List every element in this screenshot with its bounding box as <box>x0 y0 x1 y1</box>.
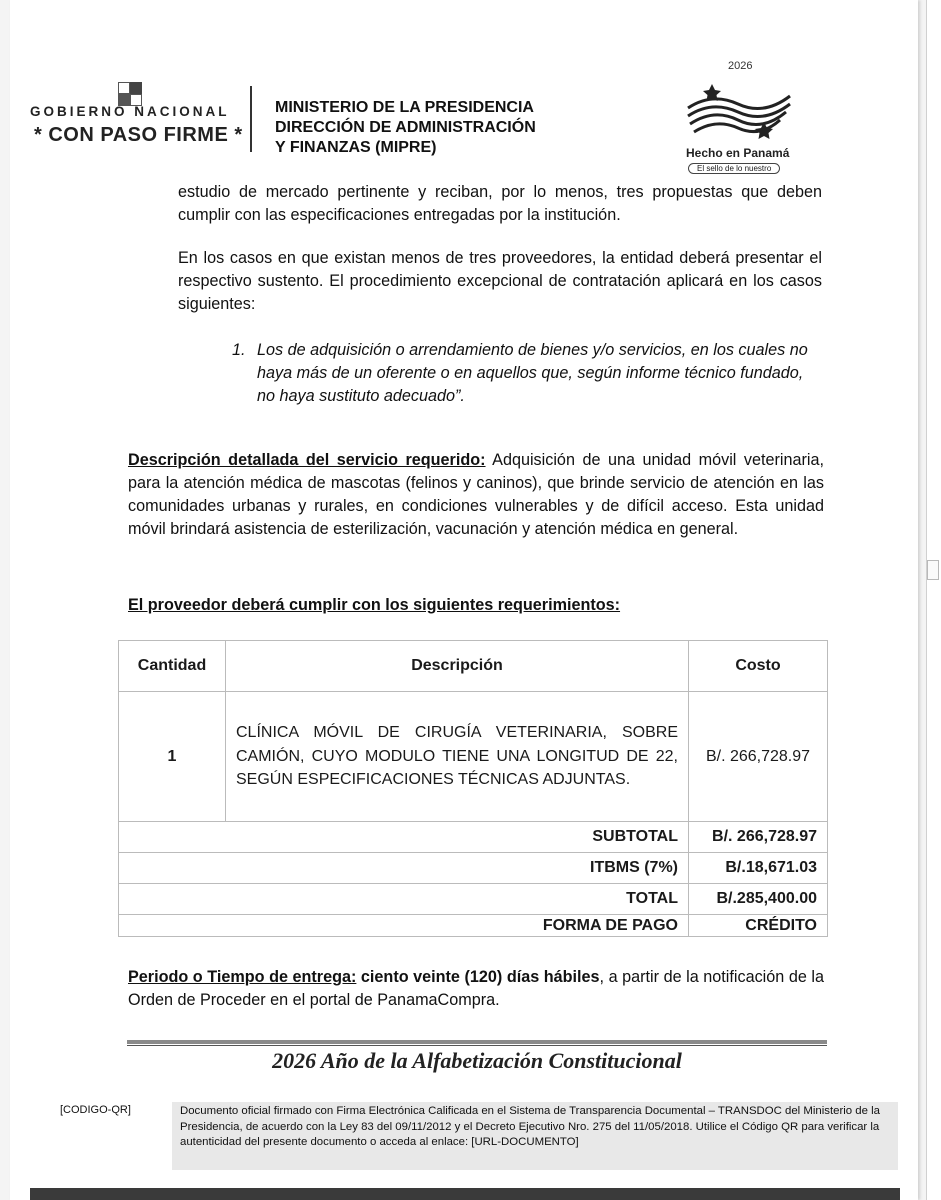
logo-text: Hecho en Panamá <box>686 146 790 160</box>
total-value: B/.285,400.00 <box>689 884 828 915</box>
delivery-period <box>128 966 824 1012</box>
requirements-heading: El proveedor deberá cumplir con los siguientes requerimientos: <box>128 596 621 614</box>
delivery-rest: , a partir de la notificación de la Orden de Proceder en el portal de PanamaCompra. <box>128 968 824 1009</box>
cell-cantidad: 1 <box>119 692 226 822</box>
delivery-label: Periodo o Tiempo de entrega: <box>128 968 357 986</box>
quote-text: Los de adquisición o arrendamiento de bienes y/o servicios, en los cuales no haya más de un oferente o en aquellos que, según informe técnico fundado, no haya sustituto adecuado”. <box>257 341 808 405</box>
service-description <box>128 449 824 541</box>
footer-divider <box>127 1040 827 1044</box>
payment-label: FORMA DE PAGO <box>119 915 689 937</box>
header-divider <box>250 86 252 152</box>
quoted-item <box>232 339 820 408</box>
ministry-line-1: MINISTERIO DE LA PRESIDENCIA <box>275 99 534 116</box>
table-header-row <box>119 641 828 692</box>
quote-number: 1. <box>232 341 246 359</box>
paragraph-1: estudio de mercado pertinente y reciban, por lo menos, tres propuestas que deben cumplir con las especificaciones entregadas por la institución. <box>178 183 822 224</box>
cell-descripcion: CLÍNICA MÓVIL DE CIRUGÍA VETERINARIA, SOBRE CAMIÓN, CUYO MODULO TIENE UNA LONGITUD DE 22, SEGÚN ESPECIFICACIONES TÉCNICAS ADJUNTAS. <box>226 692 689 822</box>
flag-waves-icon <box>682 78 796 144</box>
subtotal-row <box>119 822 828 853</box>
itbms-label: ITBMS (7%) <box>119 853 689 884</box>
hecho-en-panama-logo <box>678 60 800 180</box>
logo-line-1: GOBIERNO NACIONAL <box>30 104 230 119</box>
payment-value: CRÉDITO <box>689 915 828 937</box>
subtotal-label: SUBTOTAL <box>119 822 689 853</box>
qr-code-placeholder: [CODIGO-QR] <box>60 1104 131 1116</box>
col-header-cantidad: Cantidad <box>119 641 226 692</box>
delivery-days: ciento veinte (120) días hábiles <box>356 968 600 986</box>
logo-tagline: El sello de lo nuestro <box>688 163 780 174</box>
right-scrollbar[interactable] <box>926 0 941 1200</box>
ministry-line-3: Y FINANZAS (MIPRE) <box>275 139 437 156</box>
document-page <box>10 0 918 1200</box>
total-row <box>119 884 828 915</box>
logo-year: 2026 <box>728 60 753 72</box>
service-description-label: Descripción detallada del servicio requerido: <box>128 451 486 469</box>
total-label: TOTAL <box>119 884 689 915</box>
cell-costo: B/. 266,728.97 <box>689 692 828 822</box>
logo-line-2: * CON PASO FIRME * <box>34 124 243 146</box>
payment-row <box>119 915 828 937</box>
year-motto: 2026 Año de la Alfabetización Constitucional <box>272 1048 682 1073</box>
requirements-table <box>118 640 828 937</box>
col-header-descripcion: Descripción <box>226 641 689 692</box>
service-description-text: Adquisición de una unidad móvil veterinaria, para la atención médica de mascotas (felinos y caninos), que brinde servicio de atención en las comunidades urbanas y rurales, en condiciones vulnerables y de difícil acceso. Esta unidad móvil brindará asistencia de esterilización, vacunación y atención médica en general. <box>128 451 824 538</box>
subtotal-value: B/. 266,728.97 <box>689 822 828 853</box>
panama-flag-icon <box>118 82 142 106</box>
gobierno-nacional-logo <box>22 82 250 152</box>
legal-notice: Documento oficial firmado con Firma Electrónica Calificada en el Sistema de Transparencia Documental – TRANSDOC del Ministerio de la Presidencia, de acuerdo con la Ley 83 del 09/11/2012 y el Decreto Ejecutivo Nro. 275 del 11/05/2018. Utilice el Código QR para verificar la autenticidad del presente documento o acceda al enlace: [URL-DOCUMENTO] <box>172 1102 898 1170</box>
col-header-costo: Costo <box>689 641 828 692</box>
bottom-bar <box>30 1188 900 1200</box>
itbms-row <box>119 853 828 884</box>
table-row <box>119 692 828 822</box>
itbms-value: B/.18,671.03 <box>689 853 828 884</box>
paragraph-2: En los casos en que existan menos de tres proveedores, la entidad deberá presentar el respectivo sustento. El procedimiento excepcional de contratación aplicará en los casos siguientes: <box>178 249 822 313</box>
scroll-thumb[interactable] <box>927 560 939 580</box>
footer-divider-thin <box>127 1045 827 1046</box>
ministry-line-2: DIRECCIÓN DE ADMINISTRACIÓN <box>275 119 536 136</box>
ministry-title <box>275 98 536 158</box>
